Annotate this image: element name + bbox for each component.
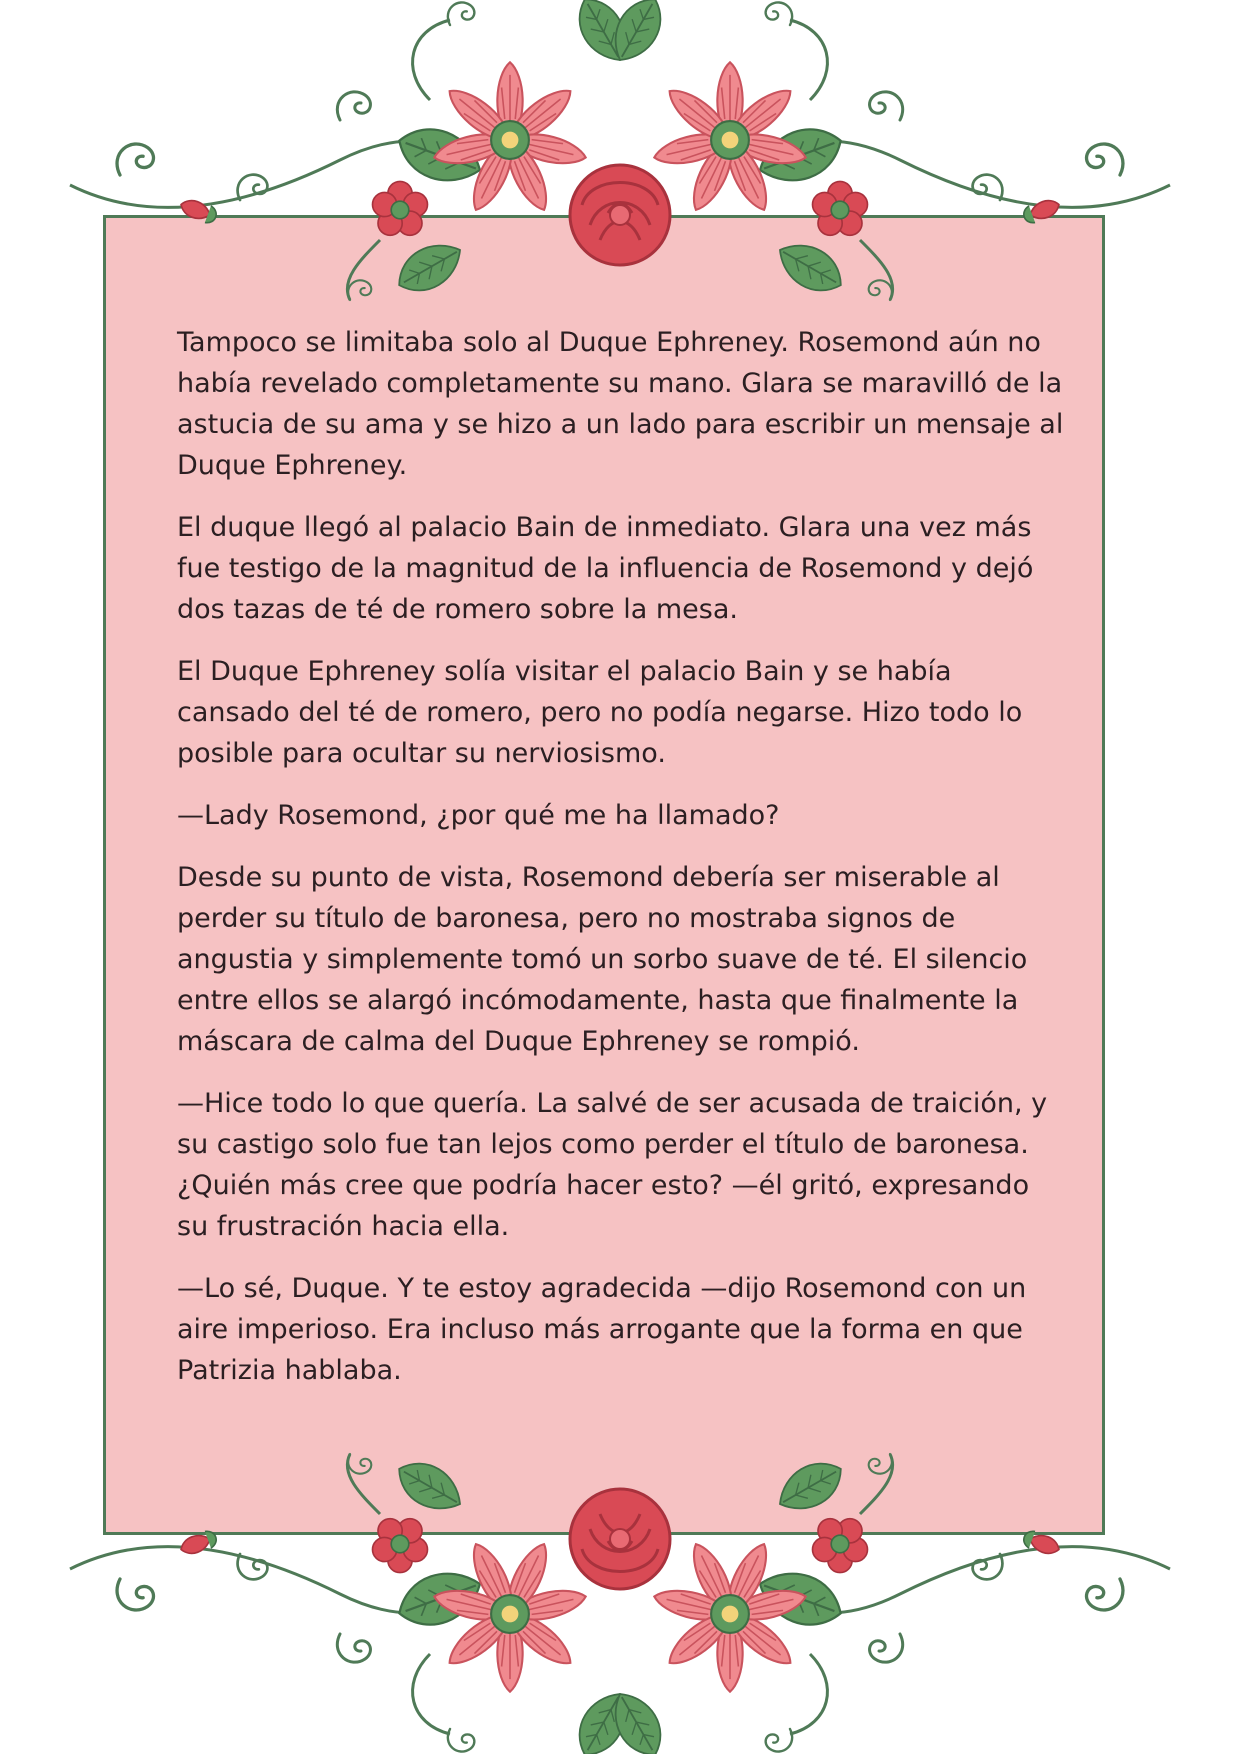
page-body-text	[177, 322, 1067, 1412]
paragraph-1: Tampoco se limitaba solo al Duque Ephreney. Rosemond aún no había revelado completamente su mano. Glara se maravilló de la astucia de su ama y se hizo a un lado para escribir un mensaje al Duque Ephreney.	[177, 327, 1064, 481]
top-floral-ornament	[40, 0, 1200, 330]
paragraph-6-dialogue: —Hice todo lo que quería. La salvé de ser acusada de traición, y su castigo solo fue tan lejos como perder el título de baronesa. ¿Quién más cree que podría hacer esto? —él gritó, expresando su frustración hacia ella.	[177, 1088, 1048, 1242]
paragraph-2: El duque llegó al palacio Bain de inmediato. Glara una vez más fue testigo de la magnitud de la influencia de Rosemond y dejó dos tazas de té de romero sobre la mesa.	[177, 512, 1034, 625]
paragraph-3: El Duque Ephreney solía visitar el palacio Bain y se había cansado del té de romero, pero no podía negarse. Hizo todo lo posible para ocultar su nerviosismo.	[177, 656, 1023, 769]
paragraph-4-dialogue: —Lady Rosemond, ¿por qué me ha llamado?	[177, 800, 780, 831]
paragraph-5: Desde su punto de vista, Rosemond debería ser miserable al perder su título de baronesa, pero no mostraba signos de angustia y simplemente tomó un sorbo suave de té. El silencio entre ellos se alargó incómodamente, hasta que finalmente la máscara de calma del Duque Ephreney se rompió.	[177, 862, 1028, 1057]
bottom-floral-ornament	[40, 1424, 1200, 1754]
paragraph-7-dialogue: —Lo sé, Duque. Y te estoy agradecida —dijo Rosemond con un aire imperioso. Era incluso más arrogante que la forma en que Patrizia hablaba.	[177, 1273, 1027, 1386]
